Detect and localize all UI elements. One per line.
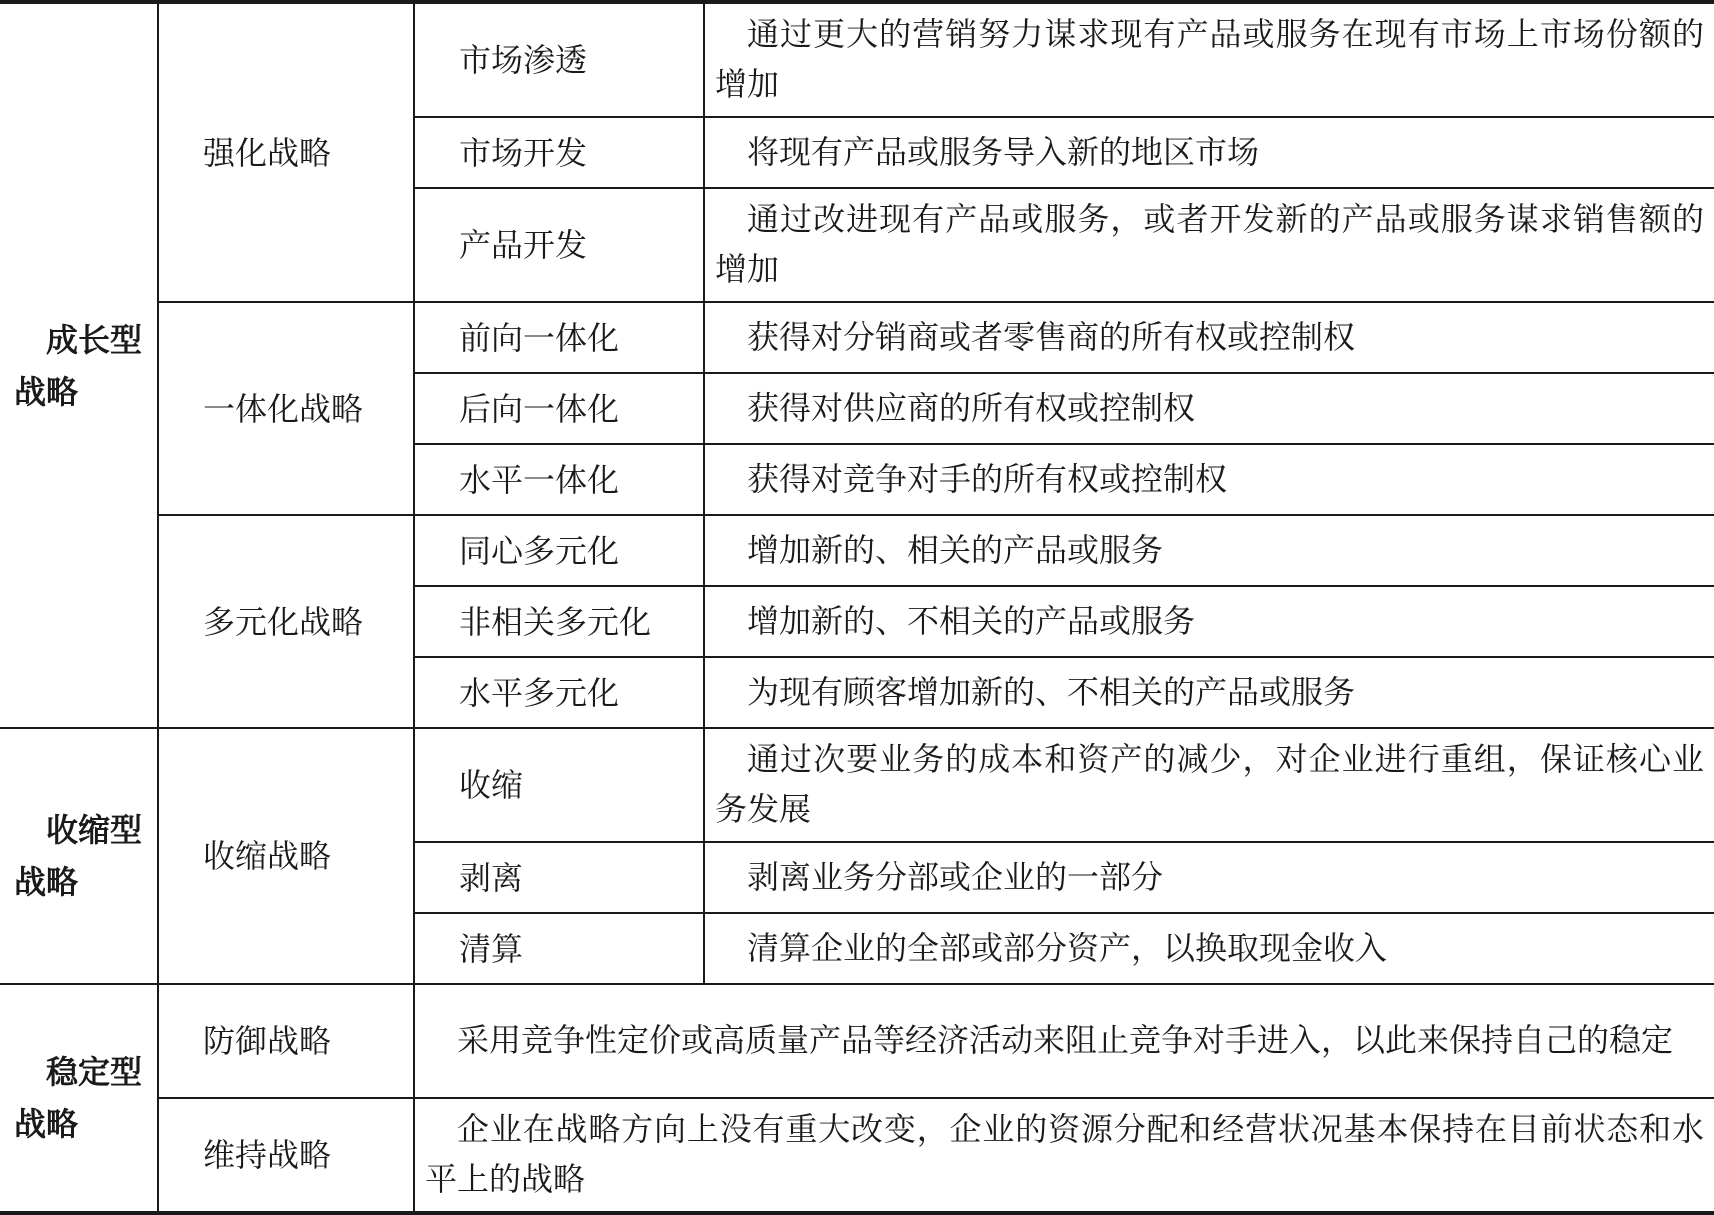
strategy-cell: 收缩战略 [158,728,414,984]
sub-strategy-cell: 后向一体化 [414,373,704,444]
sub-strategy-cell: 市场渗透 [414,2,704,117]
strategy-cell: 防御战略 [158,984,414,1098]
table-row [0,302,1714,373]
category-label: 收缩型战略 [14,811,143,901]
category-cell [0,728,158,984]
description-cell: 增加新的、不相关的产品或服务 [704,586,1714,657]
description-cell: 为现有顾客增加新的、不相关的产品或服务 [704,657,1714,728]
description-cell: 通过更大的营销努力谋求现有产品或服务在现有市场上市场份额的增加 [704,2,1714,117]
category-cell [0,2,158,728]
sub-strategy-cell: 非相关多元化 [414,586,704,657]
sub-strategy-cell: 水平多元化 [414,657,704,728]
description-cell: 剥离业务分部或企业的一部分 [704,842,1714,913]
sub-strategy-cell: 同心多元化 [414,515,704,586]
description-cell: 通过改进现有产品或服务，或者开发新的产品或服务谋求销售额的增加 [704,188,1714,302]
sub-strategy-cell: 水平一体化 [414,444,704,515]
category-label: 成长型战略 [14,320,143,411]
description-cell: 获得对分销商或者零售商的所有权或控制权 [704,302,1714,373]
description-cell: 获得对供应商的所有权或控制权 [704,373,1714,444]
sub-strategy-cell: 清算 [414,913,704,984]
category-cell [0,984,158,1213]
sub-strategy-cell: 市场开发 [414,117,704,188]
sub-strategy-cell: 产品开发 [414,188,704,302]
table-row [0,2,1714,117]
description-cell: 获得对竞争对手的所有权或控制权 [704,444,1714,515]
strategy-cell: 多元化战略 [158,515,414,728]
table-row [0,728,1714,842]
description-cell: 采用竞争性定价或高质量产品等经济活动来阻止竞争对手进入，以此来保持自己的稳定 [414,984,1714,1098]
sub-strategy-cell: 收缩 [414,728,704,842]
description-cell: 将现有产品或服务导入新的地区市场 [704,117,1714,188]
table-row [0,1098,1714,1213]
table-row [0,515,1714,586]
strategy-cell: 强化战略 [158,2,414,302]
table-row [0,984,1714,1098]
description-cell: 通过次要业务的成本和资产的减少，对企业进行重组，保证核心业务发展 [704,728,1714,842]
category-label: 稳定型战略 [14,1053,143,1143]
description-cell: 增加新的、相关的产品或服务 [704,515,1714,586]
strategy-cell: 维持战略 [158,1098,414,1213]
strategy-cell: 一体化战略 [158,302,414,515]
sub-strategy-cell: 剥离 [414,842,704,913]
sub-strategy-cell: 前向一体化 [414,302,704,373]
description-cell: 企业在战略方向上没有重大改变，企业的资源分配和经营状况基本保持在目前状态和水平上的战略 [414,1098,1714,1213]
description-cell: 清算企业的全部或部分资产，以换取现金收入 [704,913,1714,984]
